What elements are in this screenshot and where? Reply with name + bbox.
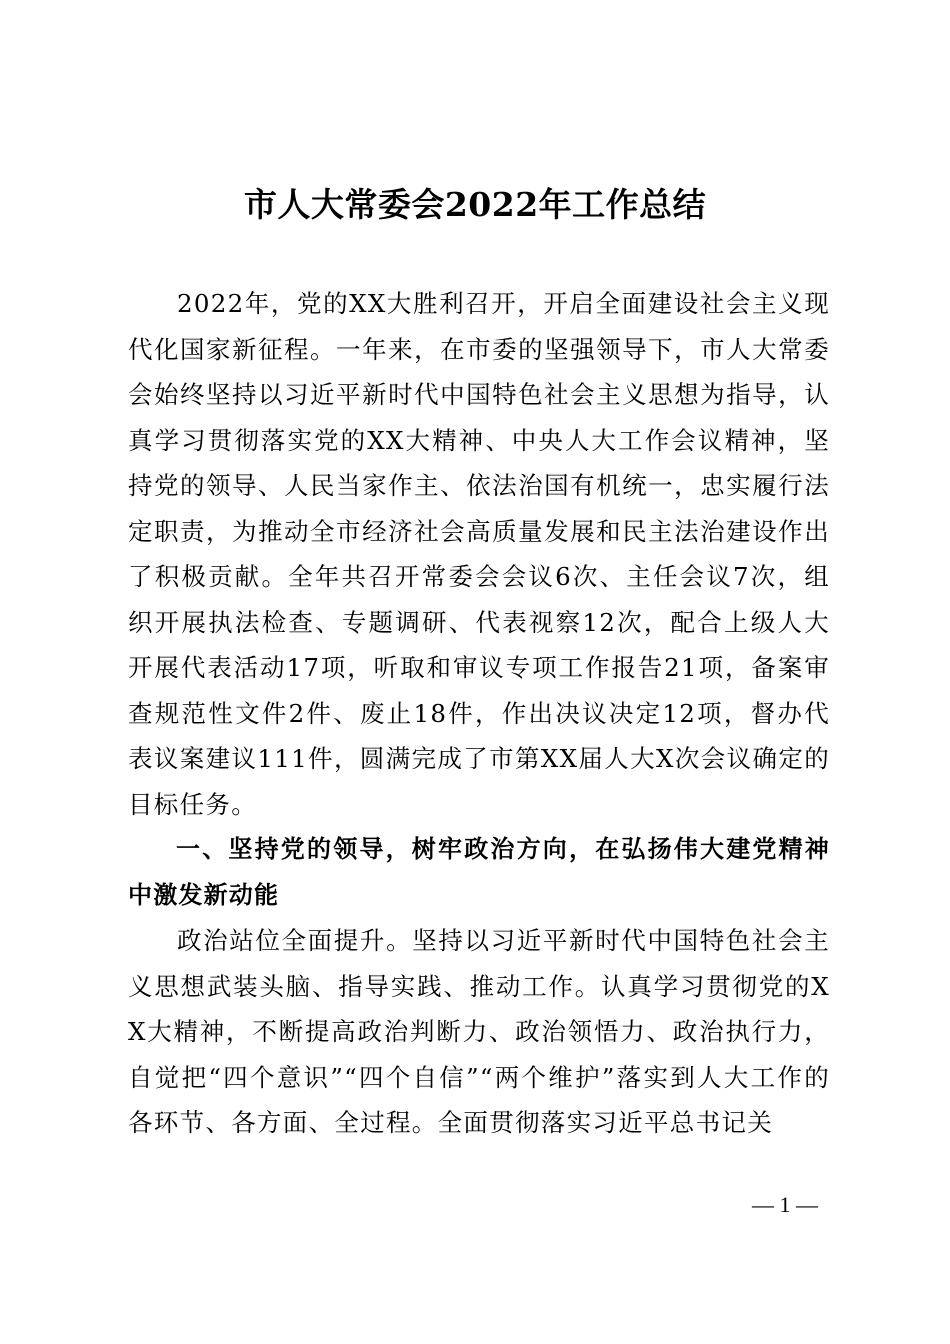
- intro-paragraph: 2022年，党的XX大胜利召开，开启全面建设社会主义现代化国家新征程。一年来，在市委的坚强领导下，市人大常委会始终坚持以习近平新时代中国特色社会主义思想为指导，认真学习贯彻落实党的XX大精神、中央人大工作会议精神，坚持党的领导、人民当家作主、依法治国有机统一，忠实履行法定职责，为推动全市经济社会高质量发展和民主法治建设作出了积极贡献。全年共召开常委会会议6次、主任会议7次，组织开展执法检查、专题调研、代表视察12次，配合上级人大开展代表活动17项，听取和审议专项工作报告21项，备案审查规范性文件2件、废止18件，作出决议决定12项，督办代表议案建议111件，圆满完成了市第XX届人大X次会议确定的目标任务。: [128, 289, 830, 819]
- section-heading: 一、坚持党的领导，树牢政治方向，在弘扬伟大建党精神中激发新动能: [128, 835, 830, 909]
- document-body: [128, 281, 830, 1146]
- document-title: 市人大常委会2022年工作总结: [243, 185, 707, 224]
- section-paragraph: 政治站位全面提升。坚持以习近平新时代中国特色社会主义思想武装头脑、指导实践、推动工作。认真学习贯彻党的XX大精神，不断提高政治判断力、政治领悟力、政治执行力，自觉把“四个意识”“四个自信”“两个维护”落实到人大工作的各环节、各方面、全过程。全面贯彻落实习近平总书记关: [128, 926, 830, 1137]
- page-number: — 1 —: [752, 1192, 818, 1217]
